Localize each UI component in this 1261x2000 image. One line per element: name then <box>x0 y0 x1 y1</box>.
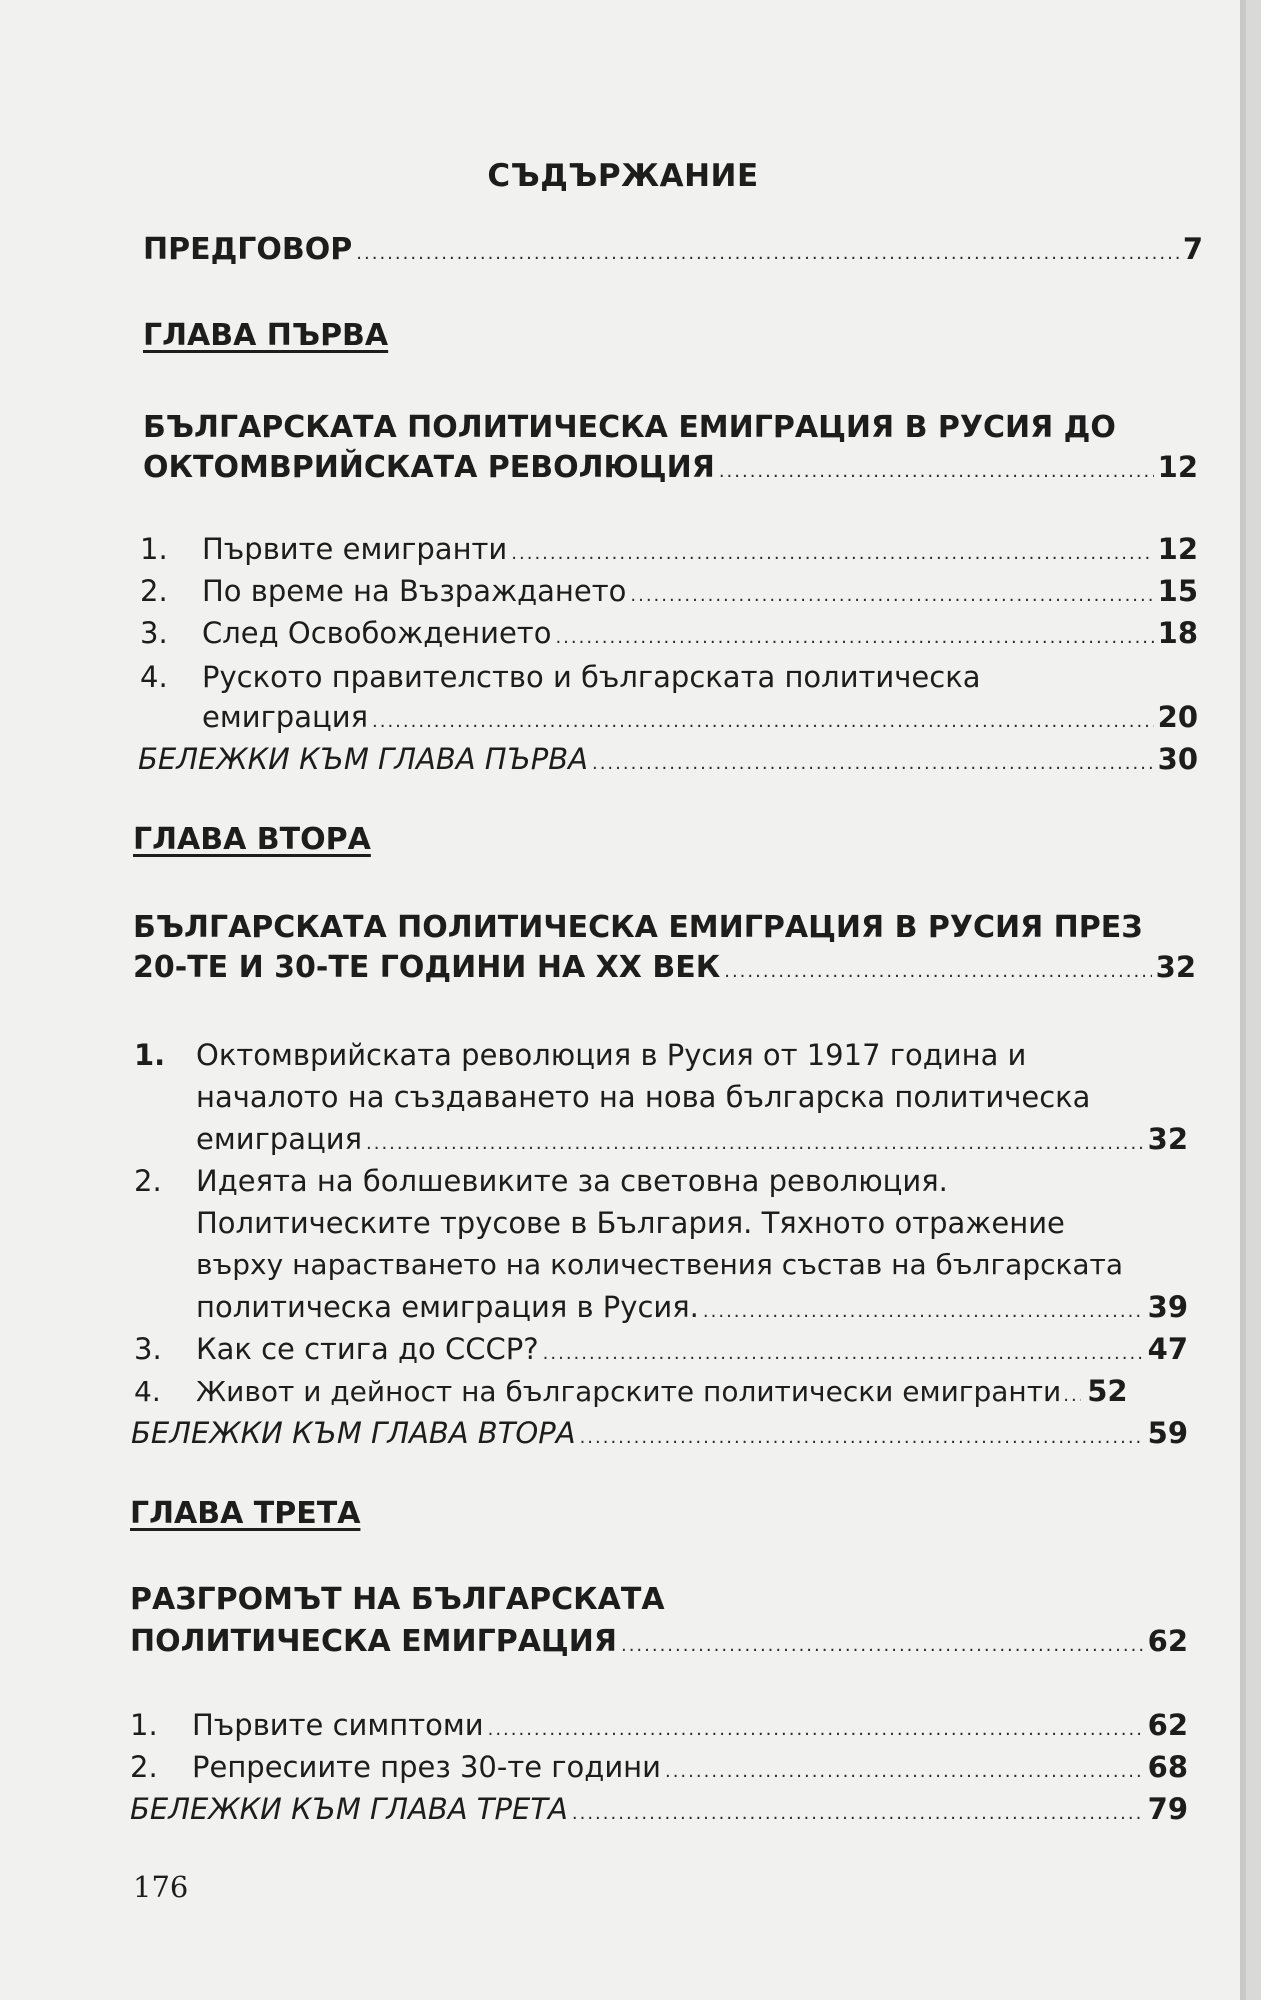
toc-entry-notes <box>138 742 1198 776</box>
page-ref: 20 <box>1157 700 1198 734</box>
chapter-heading: ГЛАВА ПЪРВА <box>143 318 389 353</box>
item-number: 2. <box>140 574 168 608</box>
chapter-heading: ГЛАВА ТРЕТА <box>130 1496 361 1531</box>
item-text: върху нарастването на количествения състав на българската <box>196 1248 1124 1281</box>
chapter-title: БЪЛГАРСКАТА ПОЛИТИЧЕСКА ЕМИГРАЦИЯ В РУСИЯ ДО <box>143 410 1116 445</box>
leader-dots <box>1063 1385 1081 1406</box>
page-ref: 18 <box>1157 616 1198 650</box>
chapter-title: БЪЛГАРСКАТА ПОЛИТИЧЕСКА ЕМИГРАЦИЯ В РУСИЯ ПРЕЗ <box>133 910 1143 945</box>
item-number: 4. <box>140 660 168 694</box>
chapter-title-row <box>130 1624 1188 1659</box>
notes-label: БЕЛЕЖКИ КЪМ ГЛАВА ВТОРА <box>131 1416 576 1450</box>
chapter-title-row <box>133 950 1196 985</box>
page-ref: 79 <box>1147 1792 1188 1826</box>
page-ref: 30 <box>1157 742 1198 776</box>
toc-entry <box>134 1164 948 1198</box>
item-text: Идеята на болшевиките за световна революция. <box>196 1164 948 1198</box>
page-ref: 32 <box>1147 1122 1188 1156</box>
item-number: 1. <box>134 1038 166 1072</box>
chapter-title-row <box>143 450 1198 485</box>
item-text: След Освобождението <box>202 616 552 650</box>
leader-dots <box>555 627 1153 648</box>
item-text: Политическите трусове в България. Тяхното отражение <box>196 1206 1065 1240</box>
leader-dots <box>621 1635 1144 1656</box>
chapter-title: 20-ТЕ И 30-ТЕ ГОДИНИ НА XX ВЕК <box>133 950 721 985</box>
item-text: Октомврийската революция в Русия от 1917 година и <box>196 1038 1027 1072</box>
toc-entry-notes <box>131 1416 1188 1450</box>
page-ref: 39 <box>1147 1290 1188 1324</box>
item-number: 3. <box>134 1332 162 1366</box>
leader-dots <box>592 753 1154 774</box>
toc-entry-continued <box>196 1290 1188 1324</box>
chapter-title: ПОЛИТИЧЕСКА ЕМИГРАЦИЯ <box>130 1624 617 1659</box>
toc-entry <box>130 1708 1188 1742</box>
page-ref: 32 <box>1155 950 1196 984</box>
page-ref: 15 <box>1157 574 1198 608</box>
toc-entry-continued <box>196 1122 1188 1156</box>
leader-dots <box>580 1427 1144 1448</box>
page-ref: 62 <box>1147 1624 1188 1658</box>
leader-dots <box>724 961 1151 982</box>
toc-entry <box>134 1374 1188 1408</box>
toc-entry <box>140 616 1198 650</box>
page-ref: 68 <box>1147 1750 1188 1784</box>
item-text: началото на създаването на нова българска политическа <box>196 1080 1091 1114</box>
leader-dots <box>511 543 1153 564</box>
item-number: 3. <box>140 616 168 650</box>
item-text: Първите симптоми <box>192 1708 484 1742</box>
toc-entry-continued <box>202 700 1198 734</box>
item-text: емиграция <box>196 1122 363 1156</box>
preface-label: ПРЕДГОВОР <box>143 232 353 267</box>
item-text: По време на Възраждането <box>202 574 627 608</box>
page-ref: 12 <box>1157 450 1198 484</box>
page-ref: 52 <box>1087 1374 1128 1408</box>
page-ref: 47 <box>1147 1332 1188 1366</box>
item-text: Първите емигранти <box>202 532 508 566</box>
page-ref: 7 <box>1182 232 1203 266</box>
leader-dots <box>372 711 1154 732</box>
notes-label: БЕЛЕЖКИ КЪМ ГЛАВА ТРЕТА <box>130 1792 568 1826</box>
leader-dots <box>665 1761 1144 1782</box>
item-text: Как се стига до СССР? <box>196 1332 539 1366</box>
toc-entry <box>140 532 1198 566</box>
item-text: Живот и дейност на българските политически емигранти <box>196 1375 1062 1408</box>
leader-dots <box>719 461 1154 482</box>
leader-dots <box>543 1343 1144 1364</box>
toc-entry-preface <box>143 232 1203 267</box>
item-text: емиграция <box>202 700 369 734</box>
chapter-heading: ГЛАВА ВТОРА <box>133 822 371 857</box>
toc-entry <box>134 1038 1026 1072</box>
toc-entry <box>134 1332 1188 1366</box>
chapter-title: ОКТОМВРИЙСКАТА РЕВОЛЮЦИЯ <box>143 450 715 485</box>
notes-label: БЕЛЕЖКИ КЪМ ГЛАВА ПЪРВА <box>138 742 588 776</box>
toc-entry <box>140 574 1198 608</box>
toc-entry-notes <box>130 1792 1188 1826</box>
page-ref: 59 <box>1147 1416 1188 1450</box>
leader-dots <box>572 1803 1144 1824</box>
leader-dots <box>356 243 1179 264</box>
item-number: 2. <box>134 1164 162 1198</box>
page-title: СЪДЪРЖАНИЕ <box>487 158 759 194</box>
item-number: 1. <box>130 1708 158 1742</box>
leader-dots <box>366 1133 1144 1154</box>
leader-dots <box>488 1719 1144 1740</box>
toc-entry <box>130 1750 1188 1784</box>
page-ref: 12 <box>1157 532 1198 566</box>
page-ref: 62 <box>1147 1708 1188 1742</box>
item-number: 1. <box>140 532 168 566</box>
item-number: 2. <box>130 1750 158 1784</box>
leader-dots <box>630 585 1153 606</box>
item-text: Руското правителство и българската политическа <box>202 660 981 694</box>
item-text: политическа емиграция в Русия. <box>196 1290 699 1324</box>
toc-entry <box>140 660 980 694</box>
leader-dots <box>703 1301 1144 1322</box>
item-number: 4. <box>134 1375 161 1408</box>
item-text: Репресиите през 30-те години <box>192 1750 661 1784</box>
chapter-title: РАЗГРОМЪТ НА БЪЛГАРСКАТА <box>130 1582 665 1617</box>
page-number: 176 <box>133 1870 189 1904</box>
